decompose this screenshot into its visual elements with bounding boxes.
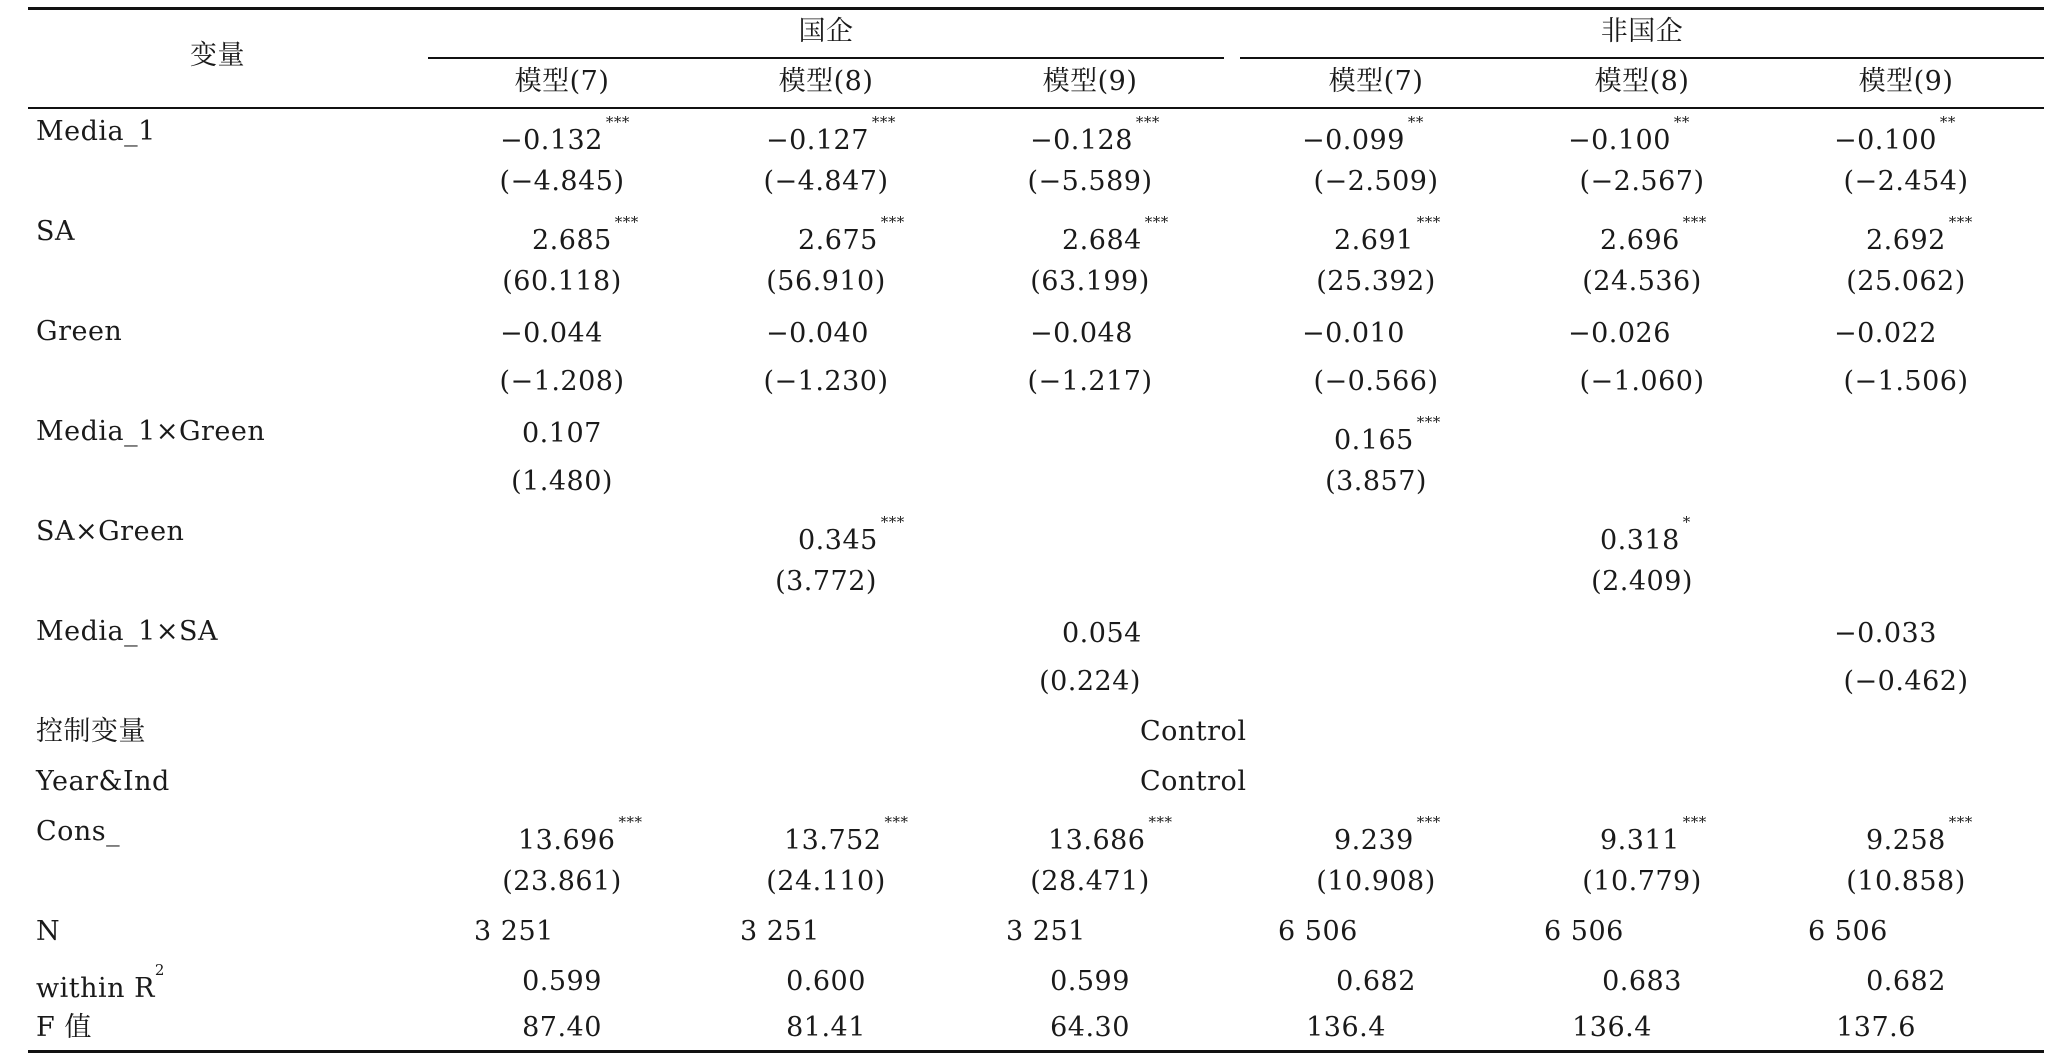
coef-cell: −0.048	[1030, 318, 1133, 349]
coef-cell: 2.691***	[1334, 213, 1441, 256]
model-header: 模型(7)	[514, 66, 610, 97]
coef-cell: 13.686***	[1048, 813, 1173, 856]
tstat-cell: (−2.567)	[1579, 166, 1705, 197]
coef-cell: 2.696***	[1600, 213, 1707, 256]
row-label-sa: SA	[36, 216, 75, 247]
coef-cell: 13.752***	[784, 813, 909, 856]
coef-cell: −0.026	[1568, 318, 1671, 349]
coef-cell: −0.100**	[1568, 113, 1690, 156]
coef-cell: 9.239***	[1334, 813, 1441, 856]
coef-cell: −0.132***	[500, 113, 630, 156]
row-label-media1-green: Media_1×Green	[36, 416, 266, 447]
tstat-cell: (63.199)	[1030, 266, 1150, 297]
tstat-cell: (−4.847)	[763, 166, 889, 197]
r2-cell: 0.599	[1050, 966, 1130, 997]
row-label-year-ind: Year&Ind	[36, 766, 170, 797]
row-label-controls: 控制变量	[36, 716, 146, 747]
tstat-cell: (−2.509)	[1313, 166, 1439, 197]
tstat-cell: (10.858)	[1846, 866, 1966, 897]
tstat-cell: (−5.589)	[1027, 166, 1153, 197]
header-bottom-rule	[28, 107, 2044, 109]
f-cell: 81.41	[786, 1012, 866, 1043]
tstat-cell: (−4.845)	[499, 166, 625, 197]
coef-cell: −0.040	[766, 318, 869, 349]
n-cell: 6 506	[1544, 916, 1624, 947]
tstat-cell: (−2.454)	[1843, 166, 1969, 197]
coef-cell: −0.099**	[1302, 113, 1424, 156]
coef-cell: 0.345***	[798, 513, 905, 556]
row-label-media1: Media_1	[36, 116, 156, 147]
coef-cell: 0.165***	[1334, 413, 1441, 456]
n-cell: 3 251	[740, 916, 820, 947]
row-label-media1-sa: Media_1×SA	[36, 616, 218, 647]
coef-cell: 0.054	[1062, 618, 1142, 649]
n-cell: 6 506	[1278, 916, 1358, 947]
coef-cell: 2.675***	[798, 213, 905, 256]
tstat-cell: (23.861)	[502, 866, 622, 897]
row-label-cons: Cons_	[36, 816, 121, 847]
row-label-sa-green: SA×Green	[36, 516, 185, 547]
tstat-cell: (24.110)	[766, 866, 886, 897]
tstat-cell: (10.908)	[1316, 866, 1436, 897]
coef-cell: −0.127***	[766, 113, 896, 156]
coef-cell: −0.022	[1834, 318, 1937, 349]
group-header-soe: 国企	[798, 16, 854, 47]
variable-header: 变量	[190, 40, 245, 71]
row-label-n: N	[36, 916, 61, 947]
r2-cell: 0.599	[522, 966, 602, 997]
tstat-cell: (2.409)	[1591, 566, 1693, 597]
f-cell: 64.30	[1050, 1012, 1130, 1043]
tstat-cell: (10.779)	[1582, 866, 1702, 897]
coef-cell: −0.010	[1302, 318, 1405, 349]
coef-cell: −0.128***	[1030, 113, 1160, 156]
tstat-cell: (3.857)	[1325, 466, 1427, 497]
tstat-cell: (−1.506)	[1843, 366, 1969, 397]
row-label-within-r2: within $R^2$	[36, 961, 165, 1004]
tstat-cell: (−1.208)	[499, 366, 625, 397]
f-cell: 136.4	[1306, 1012, 1386, 1043]
controls-value: Control	[1140, 716, 1247, 747]
n-cell: 6 506	[1808, 916, 1888, 947]
tstat-cell: (−0.462)	[1843, 666, 1969, 697]
n-cell: 3 251	[1006, 916, 1086, 947]
model-header: 模型(8)	[778, 66, 874, 97]
coef-cell: −0.033	[1834, 618, 1937, 649]
coef-cell: 2.685***	[532, 213, 639, 256]
tstat-cell: (56.910)	[766, 266, 886, 297]
n-cell: 3 251	[474, 916, 554, 947]
tstat-cell: (−1.230)	[763, 366, 889, 397]
model-header: 模型(9)	[1042, 66, 1138, 97]
tstat-cell: (0.224)	[1039, 666, 1141, 697]
tstat-cell: (3.772)	[775, 566, 877, 597]
coef-cell: −0.044	[500, 318, 603, 349]
tstat-cell: (−1.217)	[1027, 366, 1153, 397]
nonsoe-group-rule	[1240, 57, 2044, 59]
coef-cell: 2.684***	[1062, 213, 1169, 256]
tstat-cell: (1.480)	[511, 466, 613, 497]
soe-group-rule	[428, 57, 1224, 59]
coef-cell: −0.100**	[1834, 113, 1956, 156]
model-header: 模型(9)	[1858, 66, 1954, 97]
tstat-cell: (25.062)	[1846, 266, 1966, 297]
coef-cell: 9.311***	[1600, 813, 1707, 856]
tstat-cell: (28.471)	[1030, 866, 1150, 897]
coef-cell: 13.696***	[518, 813, 643, 856]
row-label-f: F 值	[36, 1012, 92, 1043]
coef-cell: 2.692***	[1866, 213, 1973, 256]
f-cell: 137.6	[1836, 1012, 1916, 1043]
r2-cell: 0.600	[786, 966, 866, 997]
model-header: 模型(7)	[1328, 66, 1424, 97]
coef-cell: 0.318*	[1600, 513, 1691, 556]
r2-cell: 0.683	[1602, 966, 1682, 997]
row-label-green: Green	[36, 316, 123, 347]
tstat-cell: (25.392)	[1316, 266, 1436, 297]
coef-cell: 9.258***	[1866, 813, 1973, 856]
model-header: 模型(8)	[1594, 66, 1690, 97]
r2-cell: 0.682	[1336, 966, 1416, 997]
year-ind-value: Control	[1140, 766, 1247, 797]
tstat-cell: (60.118)	[502, 266, 622, 297]
table-bottom-rule	[28, 1050, 2044, 1053]
tstat-cell: (−0.566)	[1313, 366, 1439, 397]
f-cell: 87.40	[522, 1012, 602, 1043]
group-header-nonsoe: 非国企	[1600, 16, 1684, 47]
tstat-cell: (−1.060)	[1579, 366, 1705, 397]
r2-cell: 0.682	[1866, 966, 1946, 997]
f-cell: 136.4	[1572, 1012, 1652, 1043]
table-top-rule	[28, 7, 2044, 10]
coef-cell: 0.107	[522, 418, 602, 449]
tstat-cell: (24.536)	[1582, 266, 1702, 297]
